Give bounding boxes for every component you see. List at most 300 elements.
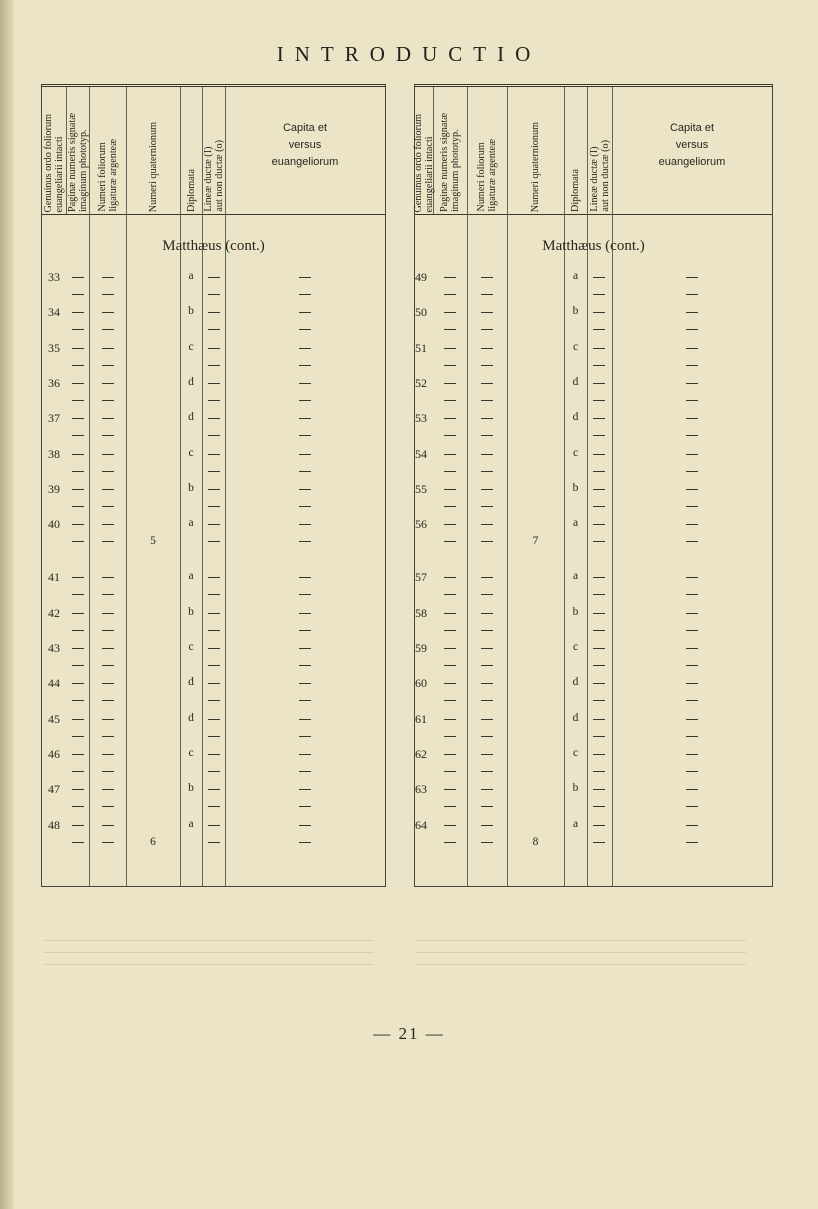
- dash-mark: [593, 312, 605, 313]
- dash-mark: [481, 435, 493, 436]
- dash-mark: [481, 348, 493, 349]
- dash-mark: [481, 613, 493, 614]
- dash-mark: [593, 277, 605, 278]
- folio-number: 52: [415, 376, 427, 390]
- column-separator: [225, 87, 226, 886]
- dash-mark: [481, 825, 493, 826]
- folio-number: 64: [415, 818, 427, 832]
- diploma-letter: d: [188, 411, 194, 423]
- dash-mark: [299, 348, 311, 349]
- dash-mark: [299, 277, 311, 278]
- dash-mark: [208, 789, 220, 790]
- page-number: — 21 —: [373, 1024, 445, 1043]
- dash-mark: [593, 825, 605, 826]
- diploma-letter: a: [188, 818, 194, 830]
- header-original-order-text: Genuinus ordo foliorum euangeliarii intacti: [43, 113, 65, 212]
- diploma-letter: a: [188, 270, 194, 282]
- diploma-letter: c: [572, 447, 579, 459]
- show-through-ghost-line: [416, 952, 746, 953]
- dash-mark: [299, 700, 311, 701]
- dash-mark: [444, 648, 456, 649]
- dash-mark: [72, 348, 84, 349]
- header-phototype-pages-text: Paginæ numeris signatæ imaginum phototyp.: [66, 112, 89, 212]
- header-original-order-text: Genuinus ordo foliorum euangeliarii intacti: [413, 113, 435, 212]
- collation-table-right: [414, 84, 773, 887]
- dash-mark: [299, 294, 311, 295]
- dash-mark: [686, 329, 698, 330]
- folio-number: 39: [48, 482, 60, 496]
- dash-mark: [686, 383, 698, 384]
- dash-mark: [102, 648, 114, 649]
- dash-mark: [593, 754, 605, 755]
- dash-mark: [299, 506, 311, 507]
- dash-mark: [593, 541, 605, 542]
- dash-mark: [299, 454, 311, 455]
- folio-number: 33: [48, 270, 60, 284]
- dash-mark: [102, 683, 114, 684]
- dash-mark: [593, 365, 605, 366]
- dash-mark: [299, 842, 311, 843]
- dash-mark: [299, 489, 311, 490]
- dash-mark: [686, 613, 698, 614]
- dash-mark: [72, 825, 84, 826]
- dash-mark: [208, 683, 220, 684]
- diploma-letter: d: [572, 376, 579, 388]
- dash-mark: [444, 842, 456, 843]
- dash-mark: [72, 700, 84, 701]
- folio-number: 55: [415, 482, 427, 496]
- dash-mark: [444, 825, 456, 826]
- dash-mark: [72, 383, 84, 384]
- folio-number: 63: [415, 782, 427, 796]
- dash-mark: [72, 683, 84, 684]
- dash-mark: [444, 719, 456, 720]
- dash-mark: [593, 594, 605, 595]
- folio-number: 48: [48, 818, 60, 832]
- dash-mark: [102, 383, 114, 384]
- dash-mark: [686, 489, 698, 490]
- folio-number: 36: [48, 376, 60, 390]
- dash-mark: [208, 294, 220, 295]
- dash-mark: [686, 736, 698, 737]
- dash-mark: [444, 754, 456, 755]
- dash-mark: [481, 806, 493, 807]
- dash-mark: [593, 329, 605, 330]
- dash-mark: [72, 719, 84, 720]
- dash-mark: [102, 294, 114, 295]
- diploma-letter: a: [188, 570, 194, 582]
- dash-mark: [686, 471, 698, 472]
- dash-mark: [102, 700, 114, 701]
- header-diplomata: [180, 88, 202, 212]
- dash-mark: [208, 312, 220, 313]
- dash-mark: [208, 277, 220, 278]
- dash-mark: [299, 683, 311, 684]
- dash-mark: [444, 471, 456, 472]
- dash-mark: [481, 418, 493, 419]
- folio-number: 60: [415, 676, 427, 690]
- header-chapters-verses: Capita et versus euangeliorum: [658, 122, 726, 168]
- header-ruled-lines-text: Lineæ ductæ (I) aut non ductæ (o): [588, 140, 611, 212]
- folio-number: 57: [415, 570, 427, 584]
- dash-mark: [481, 630, 493, 631]
- header-ruled-lines-text: Lineæ ductæ (I) aut non ductæ (o): [202, 140, 225, 212]
- dash-mark: [102, 506, 114, 507]
- folio-number: 50: [415, 305, 427, 319]
- dash-mark: [72, 471, 84, 472]
- dash-mark: [593, 771, 605, 772]
- dash-mark: [208, 489, 220, 490]
- dash-mark: [481, 471, 493, 472]
- dash-mark: [102, 613, 114, 614]
- dash-mark: [686, 577, 698, 578]
- dash-mark: [686, 683, 698, 684]
- dash-mark: [208, 348, 220, 349]
- dash-mark: [481, 524, 493, 525]
- diploma-letter: d: [572, 676, 579, 688]
- diploma-letter: c: [188, 747, 194, 759]
- dash-mark: [444, 294, 456, 295]
- dash-mark: [481, 594, 493, 595]
- dash-mark: [102, 806, 114, 807]
- dash-mark: [299, 400, 311, 401]
- dash-mark: [444, 365, 456, 366]
- diploma-letter: c: [188, 641, 194, 653]
- dash-mark: [593, 418, 605, 419]
- table-top-rule: [41, 84, 386, 87]
- dash-mark: [686, 665, 698, 666]
- dash-mark: [72, 648, 84, 649]
- column-separator: [612, 87, 613, 886]
- header-quaternions-text: Numeri quaternionum: [147, 121, 159, 212]
- dash-mark: [208, 471, 220, 472]
- dash-mark: [102, 754, 114, 755]
- dash-mark: [72, 577, 84, 578]
- dash-mark: [686, 541, 698, 542]
- dash-mark: [593, 348, 605, 349]
- folio-number: 41: [48, 570, 60, 584]
- dash-mark: [72, 454, 84, 455]
- diploma-letter: c: [188, 341, 194, 353]
- dash-mark: [72, 524, 84, 525]
- header-phototype-pages: [433, 88, 467, 212]
- dash-mark: [72, 736, 84, 737]
- dash-mark: [299, 825, 311, 826]
- collation-table-left: [41, 84, 386, 887]
- dash-mark: [299, 719, 311, 720]
- header-quaternions-text: Numeri quaternionum: [530, 121, 541, 212]
- diploma-letter: a: [572, 570, 579, 582]
- dash-mark: [444, 806, 456, 807]
- dash-mark: [72, 541, 84, 542]
- dash-mark: [444, 789, 456, 790]
- dash-mark: [208, 754, 220, 755]
- dash-mark: [208, 541, 220, 542]
- dash-mark: [481, 648, 493, 649]
- folio-number: 62: [415, 747, 427, 761]
- dash-mark: [102, 594, 114, 595]
- folio-number: 38: [48, 447, 60, 461]
- dash-mark: [444, 506, 456, 507]
- dash-mark: [102, 329, 114, 330]
- dash-mark: [481, 277, 493, 278]
- folio-number: 51: [415, 341, 427, 355]
- dash-mark: [686, 277, 698, 278]
- header-ruled-lines: [587, 88, 612, 212]
- dash-mark: [72, 435, 84, 436]
- dash-mark: [444, 454, 456, 455]
- dash-mark: [593, 471, 605, 472]
- dash-mark: [481, 577, 493, 578]
- dash-mark: [481, 365, 493, 366]
- dash-mark: [593, 665, 605, 666]
- quaternion-number: 5: [150, 535, 156, 547]
- dash-mark: [481, 700, 493, 701]
- dash-mark: [102, 630, 114, 631]
- dash-mark: [102, 524, 114, 525]
- dash-mark: [208, 524, 220, 525]
- dash-mark: [481, 789, 493, 790]
- dash-mark: [72, 312, 84, 313]
- dash-mark: [72, 277, 84, 278]
- dash-mark: [593, 648, 605, 649]
- dash-mark: [208, 700, 220, 701]
- dash-mark: [299, 648, 311, 649]
- header-quaternions: [507, 88, 564, 212]
- diploma-letter: d: [572, 411, 579, 423]
- header-diplomata-text: Diplomata: [185, 168, 197, 212]
- dash-mark: [444, 577, 456, 578]
- dash-mark: [686, 630, 698, 631]
- dash-mark: [593, 613, 605, 614]
- diploma-letter: c: [572, 747, 579, 759]
- dash-mark: [299, 365, 311, 366]
- dash-mark: [208, 648, 220, 649]
- dash-mark: [481, 665, 493, 666]
- header-original-order: [415, 88, 433, 212]
- diploma-letter: d: [188, 712, 194, 724]
- dash-mark: [102, 736, 114, 737]
- dash-mark: [444, 329, 456, 330]
- header-bottom-rule: [415, 214, 772, 215]
- dash-mark: [593, 506, 605, 507]
- show-through-ghost-line: [44, 952, 374, 953]
- dash-mark: [593, 577, 605, 578]
- folio-number: 61: [415, 712, 427, 726]
- dash-mark: [444, 700, 456, 701]
- dash-mark: [72, 506, 84, 507]
- header-ruled-lines: [202, 88, 225, 212]
- dash-mark: [481, 454, 493, 455]
- dash-mark: [72, 806, 84, 807]
- folio-number: 47: [48, 782, 60, 796]
- folio-number: 43: [48, 641, 60, 655]
- dash-mark: [593, 524, 605, 525]
- header-diplomata: [564, 88, 587, 212]
- diploma-letter: b: [572, 305, 579, 317]
- dash-mark: [481, 329, 493, 330]
- dash-mark: [299, 524, 311, 525]
- dash-mark: [72, 489, 84, 490]
- folio-number: 59: [415, 641, 427, 655]
- section-title: Matthæus (cont.): [162, 238, 265, 254]
- header-bottom-rule: [42, 214, 385, 215]
- dash-mark: [593, 789, 605, 790]
- dash-mark: [208, 665, 220, 666]
- dash-mark: [481, 541, 493, 542]
- dash-mark: [72, 630, 84, 631]
- dash-mark: [481, 400, 493, 401]
- dash-mark: [208, 435, 220, 436]
- dash-mark: [299, 630, 311, 631]
- dash-mark: [444, 418, 456, 419]
- header-quaternions: [126, 88, 180, 212]
- dash-mark: [481, 294, 493, 295]
- header-chapters-verses: Capita et versus euangeliorum: [271, 122, 339, 168]
- dash-mark: [299, 471, 311, 472]
- dash-mark: [444, 594, 456, 595]
- diploma-letter: b: [188, 606, 194, 618]
- dash-mark: [72, 754, 84, 755]
- dash-mark: [208, 736, 220, 737]
- dash-mark: [208, 418, 220, 419]
- diploma-letter: b: [572, 606, 579, 618]
- dash-mark: [299, 312, 311, 313]
- dash-mark: [299, 806, 311, 807]
- dash-mark: [208, 400, 220, 401]
- header-original-order: [42, 88, 66, 212]
- dash-mark: [444, 524, 456, 525]
- header-silver-binding-folios: [467, 88, 507, 212]
- dash-mark: [299, 418, 311, 419]
- dash-mark: [686, 294, 698, 295]
- dash-mark: [444, 383, 456, 384]
- folio-number: 35: [48, 341, 60, 355]
- dash-mark: [686, 524, 698, 525]
- dash-mark: [72, 789, 84, 790]
- dash-mark: [102, 471, 114, 472]
- folio-number: 37: [48, 411, 60, 425]
- folio-number: 44: [48, 676, 60, 690]
- dash-mark: [208, 365, 220, 366]
- dash-mark: [686, 418, 698, 419]
- dash-mark: [208, 383, 220, 384]
- dash-mark: [686, 719, 698, 720]
- dash-mark: [299, 383, 311, 384]
- dash-mark: [593, 454, 605, 455]
- dash-mark: [208, 842, 220, 843]
- folio-number: 58: [415, 606, 427, 620]
- dash-mark: [593, 736, 605, 737]
- folio-number: 34: [48, 305, 60, 319]
- dash-mark: [208, 454, 220, 455]
- dash-mark: [299, 736, 311, 737]
- dash-mark: [593, 400, 605, 401]
- dash-mark: [481, 771, 493, 772]
- dash-mark: [102, 365, 114, 366]
- diploma-letter: a: [572, 270, 579, 282]
- dash-mark: [444, 736, 456, 737]
- dash-mark: [444, 683, 456, 684]
- dash-mark: [593, 489, 605, 490]
- quaternion-number: 6: [150, 836, 156, 848]
- header-silver-binding-folios: [89, 88, 126, 212]
- dash-mark: [208, 771, 220, 772]
- dash-mark: [444, 277, 456, 278]
- diploma-letter: b: [188, 782, 194, 794]
- show-through-ghost-line: [44, 964, 374, 965]
- dash-mark: [481, 489, 493, 490]
- dash-mark: [686, 806, 698, 807]
- dash-mark: [299, 541, 311, 542]
- dash-mark: [299, 771, 311, 772]
- dash-mark: [686, 506, 698, 507]
- dash-mark: [299, 577, 311, 578]
- dash-mark: [208, 806, 220, 807]
- diploma-letter: d: [188, 376, 194, 388]
- dash-mark: [102, 312, 114, 313]
- dash-mark: [299, 665, 311, 666]
- dash-mark: [102, 489, 114, 490]
- dash-mark: [481, 383, 493, 384]
- dash-mark: [444, 435, 456, 436]
- diploma-letter: c: [572, 641, 579, 653]
- dash-mark: [102, 842, 114, 843]
- folio-number: 53: [415, 411, 427, 425]
- section-title: Matthæus (cont.): [542, 238, 645, 254]
- dash-mark: [593, 435, 605, 436]
- page-title: INTRODUCTIO: [276, 42, 542, 66]
- dash-mark: [481, 736, 493, 737]
- dash-mark: [102, 435, 114, 436]
- diploma-letter: d: [572, 712, 579, 724]
- dash-mark: [102, 771, 114, 772]
- show-through-ghost-line: [416, 964, 746, 965]
- quaternion-number: 8: [532, 836, 539, 848]
- dash-mark: [102, 719, 114, 720]
- diploma-letter: d: [188, 676, 194, 688]
- dash-mark: [208, 825, 220, 826]
- dash-mark: [686, 842, 698, 843]
- dash-mark: [593, 294, 605, 295]
- dash-mark: [72, 613, 84, 614]
- dash-mark: [208, 719, 220, 720]
- header-phototype-pages: [66, 88, 89, 212]
- dash-mark: [686, 771, 698, 772]
- dash-mark: [481, 719, 493, 720]
- dash-mark: [208, 630, 220, 631]
- dash-mark: [102, 454, 114, 455]
- dash-mark: [299, 613, 311, 614]
- dash-mark: [102, 541, 114, 542]
- dash-mark: [72, 400, 84, 401]
- dash-mark: [686, 754, 698, 755]
- dash-mark: [686, 825, 698, 826]
- header-silver-binding-folios-text: Numeri foliorum ligaturæ argenteæ: [476, 139, 498, 212]
- dash-mark: [481, 754, 493, 755]
- dash-mark: [686, 700, 698, 701]
- quaternion-number: 7: [532, 535, 539, 547]
- folio-number: 45: [48, 712, 60, 726]
- dash-mark: [72, 594, 84, 595]
- show-through-ghost-line: [44, 940, 374, 941]
- dash-mark: [72, 842, 84, 843]
- dash-mark: [102, 665, 114, 666]
- folio-number: 46: [48, 747, 60, 761]
- dash-mark: [102, 789, 114, 790]
- diploma-letter: b: [572, 782, 579, 794]
- folio-number: 54: [415, 447, 427, 461]
